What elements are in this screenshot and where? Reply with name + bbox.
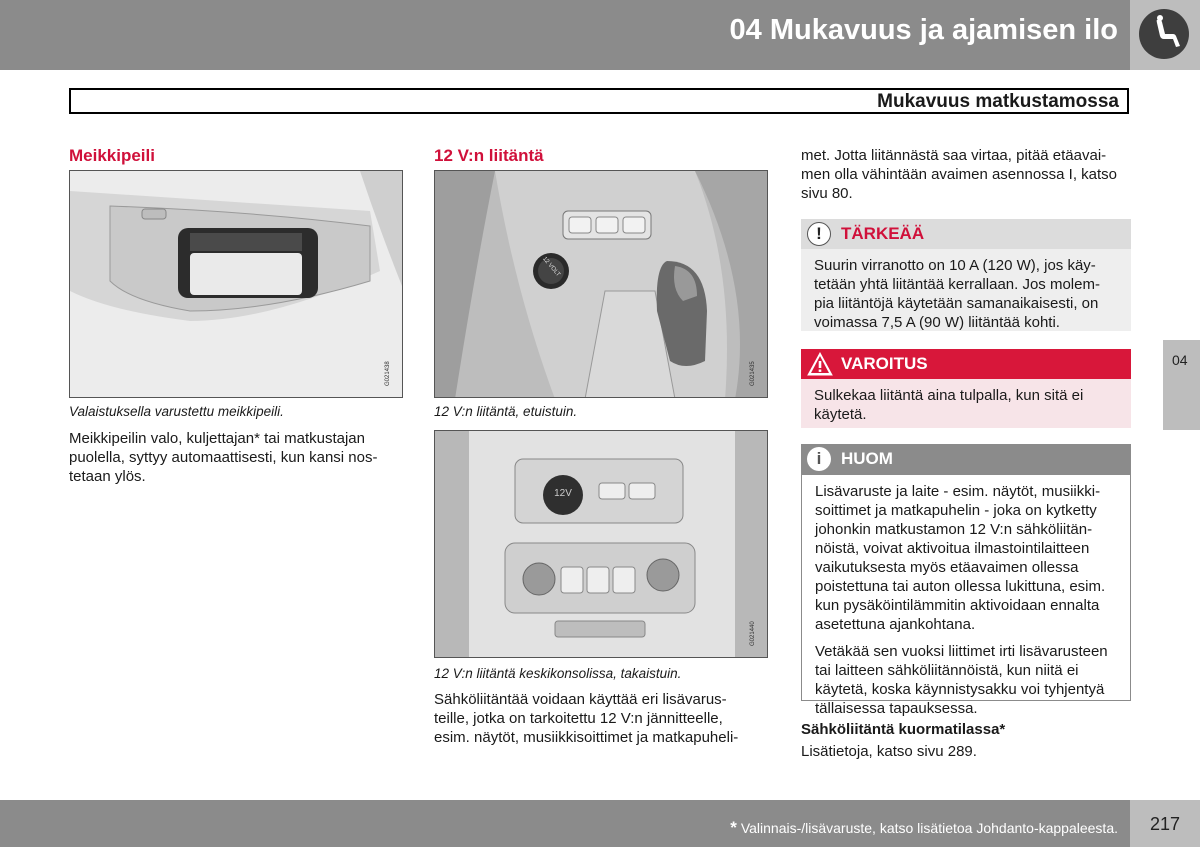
makeup-mirror-text [69,429,414,487]
socket-text [434,690,779,748]
chapter-side-tab[interactable] [1163,340,1200,430]
text-line: sivu 80. [801,185,853,203]
text-line: pia liitäntöjä käytetään samanaikaisesti, on [814,295,1099,312]
chapter-icon-tab [1130,0,1200,70]
front-socket-image [434,170,768,398]
makeup-mirror-image [69,170,403,398]
text-line: asetettuna ajankohtana. [815,616,976,633]
rear-socket-image [434,430,768,658]
text-line: teille, jotka on tarkoitettu 12 V:n jännitteelle, [434,710,723,728]
section-title-box [69,88,1129,114]
image-code: G021438 [385,361,391,386]
text-line: Lisävaruste ja laite - esim. näytöt, musiikki- [815,483,1101,500]
text-line: johonkin matkustamon 12 V:n sähköliitän- [815,521,1093,538]
text-line: tällaisessa tapauksessa. [815,700,978,717]
front-socket-caption: 12 V:n liitäntä, etuistuin. [434,404,578,419]
page-number-tab [1130,800,1200,847]
note-header [801,444,1131,474]
image-code: G021435 [750,361,756,386]
cargo-socket-text: Lisätietoja, katso sivu 289. [801,743,977,760]
section-title: Mukavuus matkustamossa [877,91,1119,112]
text-line: kun pysäköintilämmitin aktivoidaan ennalta [815,597,1100,614]
text-line: Vetäkää sen vuoksi liittimet irti lisävarusteen [815,643,1108,660]
makeup-mirror-caption: Valaistuksella varustettu meikkipeili. [69,404,284,419]
seat-icon [1139,9,1189,59]
socket-text-continued [801,146,1146,204]
chapter-side-tab-label: 04 [1172,352,1188,368]
chapter-title: 04 Mukavuus ja ajamisen ilo [729,14,1118,46]
warning-title: VAROITUS [841,354,928,373]
footnote [730,818,1118,838]
exclamation-icon: ! [807,222,831,246]
text-line: nöistä, voivat aktivoitua ilmastointilaitteen [815,540,1090,557]
warning-triangle-icon [807,352,833,376]
socket-label-12-volt: 12 VOLT [541,256,561,278]
important-body [801,249,1131,331]
warning-body [801,379,1131,428]
text-line: tetaan ylös. [69,468,146,486]
chapter-header [0,0,1200,70]
image-code: G021440 [750,621,756,646]
footnote-text: Valinnais-/lisävaruste, katso lisätietoa Johdanto-kappaleesta. [740,820,1118,836]
text-line: Sulkekaa liitäntä aina tulpalla, kun sitä ei [814,387,1084,404]
socket-heading: 12 V:n liitäntä [434,146,544,165]
text-line: puolella, syttyy automaattisesti, kun kansi nos- [69,449,378,467]
text-line: poistettuna tai auton ollessa lukittuna, esim. [815,578,1106,595]
info-icon: i [807,447,831,471]
text-line: käytetä. [814,406,867,423]
makeup-mirror-heading: Meikkipeili [69,146,155,165]
socket-label-12v: 12V [554,488,572,499]
rear-socket-caption: 12 V:n liitäntä keskikonsolissa, takaistuin. [434,666,682,681]
text-line: esim. näytöt, musiikkisoittimet ja matkapuheli- [434,729,739,747]
note-body [801,474,1131,717]
warning-header [801,349,1131,379]
text-line: tai laitteen sähköliitännöistä, kun niitä ei [815,662,1079,679]
page-number: 217 [1150,814,1181,834]
text-line: Sähköliitäntää voidaan käyttää eri lisävarus- [434,691,727,708]
text-line: tetään yhtä liitäntää kerrallaan. Jos molem- [814,276,1100,293]
note-title: HUOM [841,449,893,468]
text-line: vaikutuksesta myös etäavaimen ollessa [815,559,1079,576]
text-line: soittimet ja matkapuhelin - joka on kytketty [815,502,1097,519]
cargo-socket-heading: Sähköliitäntä kuormatilassa* [801,721,1006,738]
text-line: met. Jotta liitännästä saa virtaa, pitää etäavai- [801,147,1107,164]
text-line: men olla vähintään avaimen asennossa I, katso [801,166,1118,184]
important-header [801,219,1131,249]
text-line: käytetä, koska käynnistysakku voi tyhjentyä [815,681,1105,698]
text-line: Suurin virranotto on 10 A (120 W), jos käy- [814,257,1096,274]
footnote-asterisk: * [730,818,737,837]
text-line: Meikkipeilin valo, kuljettajan* tai matkustajan [69,430,365,447]
text-line: voimassa 7,5 A (90 W) liitäntää kohti. [814,314,1060,331]
important-title: TÄRKEÄÄ [841,224,925,243]
